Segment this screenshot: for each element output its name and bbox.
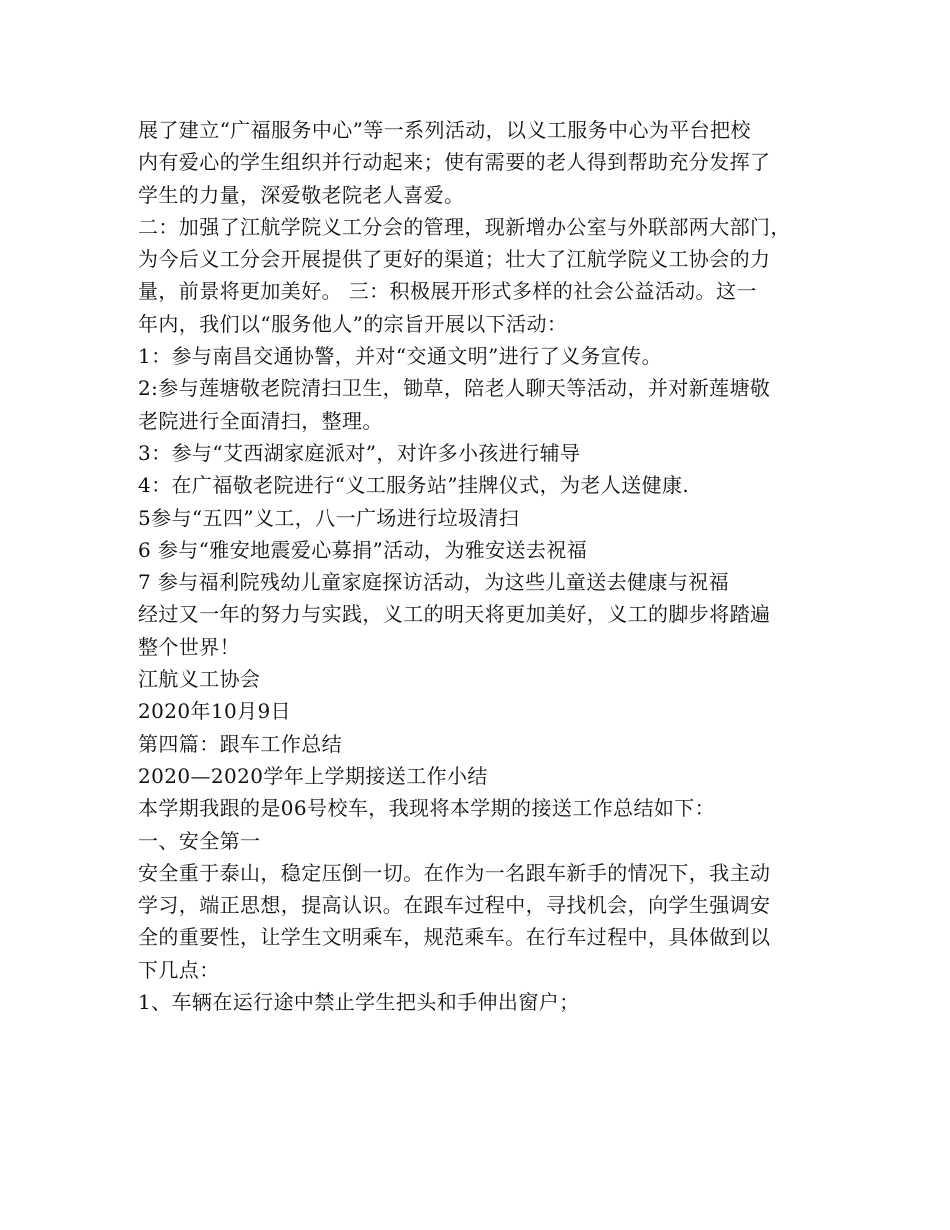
subheading: 一、安全第一 (138, 828, 261, 853)
section-heading: 第四篇：跟车工作总结 (138, 731, 342, 756)
text-line: 学习，端正思想，提高认识。在跟车过程中，寻找机会，向学生强调安 (138, 893, 771, 918)
text-line: 1、车辆在运行途中禁止学生把头和手伸出窗户； (138, 990, 580, 1015)
text-line: 1：参与南昌交通协警，并对“交通文明”进行了义务宣传。 (138, 344, 662, 369)
text-line: 展了建立“广福服务中心”等一系列活动，以义工服务中心为平台把校 (138, 118, 751, 142)
text-line: 4：在广福敬老院进行“义工服务站”挂牌仪式，为老人送健康. (138, 473, 690, 498)
text-line: 老院进行全面清扫，整理。 (138, 408, 383, 433)
text-line: 为今后义工分会开展提供了更好的渠道；壮大了江航学院义工协会的力 (138, 247, 771, 272)
text-line: 3：参与“艾西湖家庭派对”，对许多小孩进行辅导 (138, 440, 581, 465)
section-subtitle: 2020—2020学年上学期接送工作小结 (138, 763, 488, 788)
text-line: 下几点： (138, 957, 220, 982)
text-line: 5参与“五四”义工，八一广场进行垃圾清扫 (138, 505, 520, 530)
text-line: 安全重于泰山，稳定压倒一切。在作为一名跟车新手的情况下，我主动 (138, 860, 771, 885)
text-line: 二：加强了江航学院义工分会的管理，现新增办公室与外联部两大部门， (138, 214, 791, 239)
signature-date: 2020年10月9日 (138, 699, 292, 724)
text-line: 本学期我跟的是06号校车，我现将本学期的接送工作总结如下： (138, 796, 716, 821)
text-line: 年内，我们以“服务他人”的宗旨开展以下活动： (138, 311, 568, 336)
signature-organization: 江航义工协会 (138, 667, 261, 692)
text-line: 内有爱心的学生组织并行动起来；使有需要的老人得到帮助充分发挥了 (138, 150, 771, 175)
text-line: 经过又一年的努力与实践，义工的明天将更加美好，义工的脚步将踏遍 (138, 602, 771, 627)
text-line: 量，前景将更加美好。 三：积极展开形式多样的社会公益活动。这一 (138, 279, 757, 304)
text-line: 学生的力量，深爱敬老院老人喜爱。 (138, 182, 465, 207)
text-line: 整个世界！ (138, 634, 240, 659)
text-line: 7 参与福利院残幼儿童家庭探访活动，为这些儿童送去健康与祝福 (138, 570, 730, 595)
document-body (138, 114, 838, 1018)
text-line: 6 参与“雅安地震爱心募捐”活动，为雅安送去祝福 (138, 537, 588, 562)
text-line: 2:参与莲塘敬老院清扫卫生，锄草，陪老人聊天等活动，并对新莲塘敬 (138, 376, 771, 401)
text-line: 全的重要性，让学生文明乘车，规范乘车。在行车过程中，具体做到以 (138, 925, 771, 950)
